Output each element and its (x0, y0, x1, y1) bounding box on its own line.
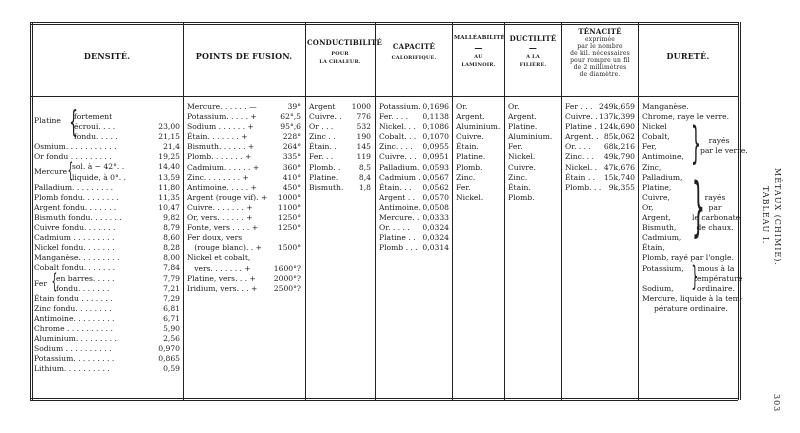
list-item: Argent. (456, 112, 485, 122)
table-row: Fer. . . . 0,1138 (379, 112, 449, 122)
header-malleabilite: MALLÉABILITÉ — AU LAMINOIR. (454, 35, 505, 68)
col-rule (504, 22, 505, 400)
page-number: 303 (772, 394, 781, 413)
table-row: Potassium. . . . . + 62°,5 (187, 112, 301, 122)
table-row: Cobalt fondu. . . . . . . 7,84 (34, 263, 180, 273)
list-item: Sodium, (642, 283, 674, 293)
list-item: Cuivre. (508, 162, 536, 172)
brace-mercure: { (67, 158, 74, 182)
list-item: Zinc. (508, 172, 528, 182)
col-rule (638, 22, 639, 400)
header-densite: DENSITÉ. (83, 51, 131, 61)
table-row: Cuivre. . 137k,399 (565, 112, 635, 122)
table-row: Bismuth fondu. . . . . . . 9,82 (34, 212, 180, 222)
table-row: Bismuth. . . . . . + 264° (187, 142, 301, 152)
table-row: Zinc. . . . . . . . + 410° (187, 172, 301, 182)
list-item: Étain. (508, 182, 531, 192)
table-row: vers. . . . . . . + 1600°? (187, 263, 301, 273)
table-row: Fer en barres. . . . . 7,79 (34, 273, 180, 288)
list-item: Plomb. (508, 192, 535, 202)
tenacite-column (565, 102, 635, 193)
running-title: MÉTAUX (CHIMIE). (773, 168, 782, 266)
brace-durete-1: { (691, 121, 701, 173)
table-row: Plomb. . . . . . . + 335° (187, 152, 301, 162)
table-row: Platine . 124k,690 (565, 122, 635, 132)
table-row: Zinc fondu. . . . . . . . 6,81 (34, 303, 180, 313)
brace-platine: { (69, 105, 78, 140)
list-item: Or. (508, 102, 520, 111)
col-rule (452, 22, 453, 400)
table-row: Cuivre. . . 0,0951 (379, 152, 449, 162)
table-row: Nickel fondu. . . . . . . 8,28 (34, 243, 180, 253)
table-row: Nickel et cobalt, (187, 253, 251, 263)
table-row: Chrome . . . . . . . . . . 5,90 (34, 323, 180, 333)
list-item: Zinc, (642, 162, 662, 172)
list-item: Platine, (642, 182, 672, 192)
table-row: Or. . . . . 0,0324 (379, 223, 449, 233)
list-item: Cadmium, (642, 233, 682, 243)
table-row: Mercure sol. à − 42°. . 14,40 (34, 162, 180, 177)
table-row: Fer . . . 249k,659 (565, 102, 635, 111)
table-row: écroui. . . . 23,00 (74, 122, 180, 132)
table-row: Zinc . . 190 (309, 132, 371, 142)
list-item: Étain. (456, 142, 479, 152)
header-fusion: POINTS DE FUSION. (195, 51, 293, 61)
header-capacite: CAPACITÉ CALORIFIQUE. (391, 42, 437, 61)
table-row: Antimoine. 0,0508 (379, 202, 449, 212)
table-row: Argent fondu. . . . . . . 10,47 (34, 202, 180, 212)
list-item: Plomb. (456, 162, 483, 172)
list-item: Étain, (642, 243, 665, 253)
table-row: Cuivre. . 776 (309, 112, 371, 122)
table-row: Bismuth. 1,8 (309, 182, 371, 192)
list-item: Zinc. (456, 172, 476, 182)
table-row: Osmium. . . . . . . . . . . 21,4 (34, 142, 180, 152)
table-row: Cadmium . . . . . . . . . 8,60 (34, 233, 180, 243)
table-row: Argent 1000 (309, 102, 371, 111)
table-row: Cobalt. . . 0,1070 (379, 132, 449, 142)
table-row: Nickel. . . 0,1086 (379, 122, 449, 132)
table-row: Fer. . . 119 (309, 152, 371, 162)
table-row: Or, vers. . . . . . + 1250° (187, 213, 301, 223)
durete-line: Plomb, rayé par l'ongle. (642, 253, 734, 263)
table-row: Étain . . 15k,740 (565, 172, 635, 182)
header-tenacite: TÉNACITÉ exprimée par le nombre de kil. nécessaires pour rompre un fil de 2 millimètres de diamètre. (570, 27, 630, 78)
list-item: Palladium, (642, 172, 683, 182)
table-row: Argent (rouge vif). + 1000° (187, 192, 301, 202)
durete-column (642, 102, 748, 314)
capacite-column (379, 102, 449, 253)
ductilite-column (508, 102, 552, 203)
table-row: Cuivre. . . . . . . + 1100° (187, 202, 301, 212)
table-row: fondu. . . . . . . 7,21 (56, 283, 180, 293)
table-row: fondu. . . . . 21,15 (74, 132, 180, 142)
list-item: Argent, (642, 213, 671, 223)
table-row: Palladium. 0,0593 (379, 162, 449, 172)
list-item: Fer. (456, 182, 471, 192)
durete-line: Manganèse. (642, 102, 689, 111)
table-top-rule (30, 22, 738, 25)
list-item: Nickel (642, 122, 667, 132)
table-row: Argent. . 85k,062 (565, 132, 635, 142)
table-row: Mercure. . 0,0333 (379, 213, 449, 223)
col-rule (561, 22, 562, 400)
table-row: Iridium, vers. . . + 2500°? (187, 283, 301, 293)
col-rule (30, 22, 33, 400)
table-row: Lithium. . . . . . . . . . 0,59 (34, 364, 180, 374)
table-row: Plomb . . . 0,0314 (379, 243, 449, 253)
col-rule (305, 22, 306, 400)
list-item: Cuivre. (456, 132, 484, 142)
fusion-column (187, 102, 301, 294)
table-row: Platine. 8,4 (309, 172, 371, 182)
col-rule (183, 22, 184, 400)
table-row: Plomb. . . 9k,355 (565, 182, 635, 192)
list-item: Fer. (508, 142, 523, 152)
conductibilite-column (309, 102, 371, 193)
table-row: Plomb. . 8,5 (309, 162, 371, 172)
table-row: liquide, à 0°. . 13,59 (72, 172, 180, 182)
table-row: Fonte, vers . . . . + 1250° (187, 223, 301, 233)
durete-line: Chrome, raye le verre. (642, 112, 730, 122)
malleabilite-column (456, 102, 500, 203)
durete-group: Potassium, Sodium, { mous à la température ordinaire. (642, 261, 743, 295)
table-row: (rouge blanc). . + 1500° (187, 243, 301, 253)
table-row: Étain fondu . . . . . . . 7,29 (34, 293, 180, 303)
table-row: Sodium . . . . . . . . . . 0,970 (34, 344, 180, 354)
table-row: Platine . . 0,0324 (379, 233, 449, 243)
list-item: Or, (642, 202, 654, 212)
header-rule (30, 96, 738, 97)
list-item: Antimoine, (642, 152, 684, 162)
brace-fer: { (51, 269, 58, 293)
table-row: Cuivre fondu. . . . . . . 8,79 (34, 223, 180, 233)
table-row: Aluminium. . . . . . . . . 2,56 (34, 334, 180, 344)
table-row: Fer doux, vers (187, 233, 243, 243)
durete-line: Mercure, liquide à la tem- (642, 293, 743, 303)
table-row: Antimoine. . . . . . . . . 6,71 (34, 313, 180, 323)
list-item: Platine. (456, 152, 486, 162)
table-row: Or fondu . . . . . . . . . 19,25 (34, 152, 180, 162)
header-conductibilite: CONDUCTIBILITÉ POUR LA CHALEUR. (307, 38, 383, 65)
list-item: Nickel. (456, 192, 484, 202)
list-item: Potassium, (642, 263, 684, 273)
header-durete: DURETÉ. (666, 51, 710, 61)
table-row: Argent . . 0,0570 (379, 192, 449, 202)
list-item: Aluminium. (508, 132, 553, 142)
table-row: Platine, vers. . . + 2000°? (187, 273, 301, 283)
table-row: Sodium . . . . . . + 95°,6 (187, 122, 301, 132)
table-row: Étain. . . . . . . + 228° (187, 132, 301, 142)
list-item: Bismuth, (642, 223, 677, 233)
densite-column (34, 112, 180, 374)
header-ductilite: DUCTILITÉ — A LA FILIÈRE. (509, 34, 557, 68)
durete-line: pérature ordinaire. (654, 303, 728, 313)
table-bottom-rule (30, 398, 738, 401)
table-row: Nickel. . 47k,676 (565, 162, 635, 172)
table-row: Manganèse. . . . . . . . . 8,00 (34, 253, 180, 263)
col-rule (738, 22, 741, 400)
list-item: Argent. (508, 112, 537, 122)
table-row: Or . . . 532 (309, 122, 371, 132)
list-item: Cobalt, (642, 132, 670, 142)
list-item: Nickel. (508, 152, 536, 162)
table-number: TABLEAU I. (761, 186, 770, 245)
list-item: Cuivre, (642, 192, 670, 202)
table-row: Mercure. . . . . . — 39° (187, 102, 301, 111)
table-row: Zinc. . . . 0,0955 (379, 142, 449, 152)
list-item: Or. (456, 102, 468, 111)
list-item: Platine. (508, 122, 538, 132)
table-row: Cadmium . . 0,0567 (379, 172, 449, 182)
table-row: Zinc. . . 49k,790 (565, 152, 635, 162)
table-row: Or. . . . 68k,216 (565, 142, 635, 152)
list-item: Aluminium. (456, 122, 501, 132)
durete-group: Nickel Cobalt, Fer, Antimoine, Zinc, { rayés par le verre. (642, 121, 748, 173)
table-row: Potassium. . . . . . . . . 0,865 (34, 354, 180, 364)
brace-durete-2: { (691, 173, 705, 248)
table-row: Étain. . . 0,0562 (379, 182, 449, 192)
table-row: Platine fortement (34, 112, 113, 125)
table-row: Antimoine. . . . . + 450° (187, 182, 301, 192)
list-item: Fer, (642, 142, 657, 152)
table-row: Plomb fondu. . . . . . . . 11,35 (34, 192, 180, 202)
table-row: Étain. . 145 (309, 142, 371, 152)
table-row: Potassium. 0,1696 (379, 102, 449, 111)
brace-durete-3: { (691, 261, 699, 295)
col-rule (375, 22, 376, 400)
table-row: Cadmium. . . . . . + 360° (187, 162, 301, 172)
table-row: Palladium. . . . . . . . . 11,80 (34, 182, 180, 192)
durete-group: Palladium, Platine, Cuivre, Or, Argent, Bismuth, Cadmium, Étain, { rayés par le carbonate de chaux. (642, 172, 741, 253)
